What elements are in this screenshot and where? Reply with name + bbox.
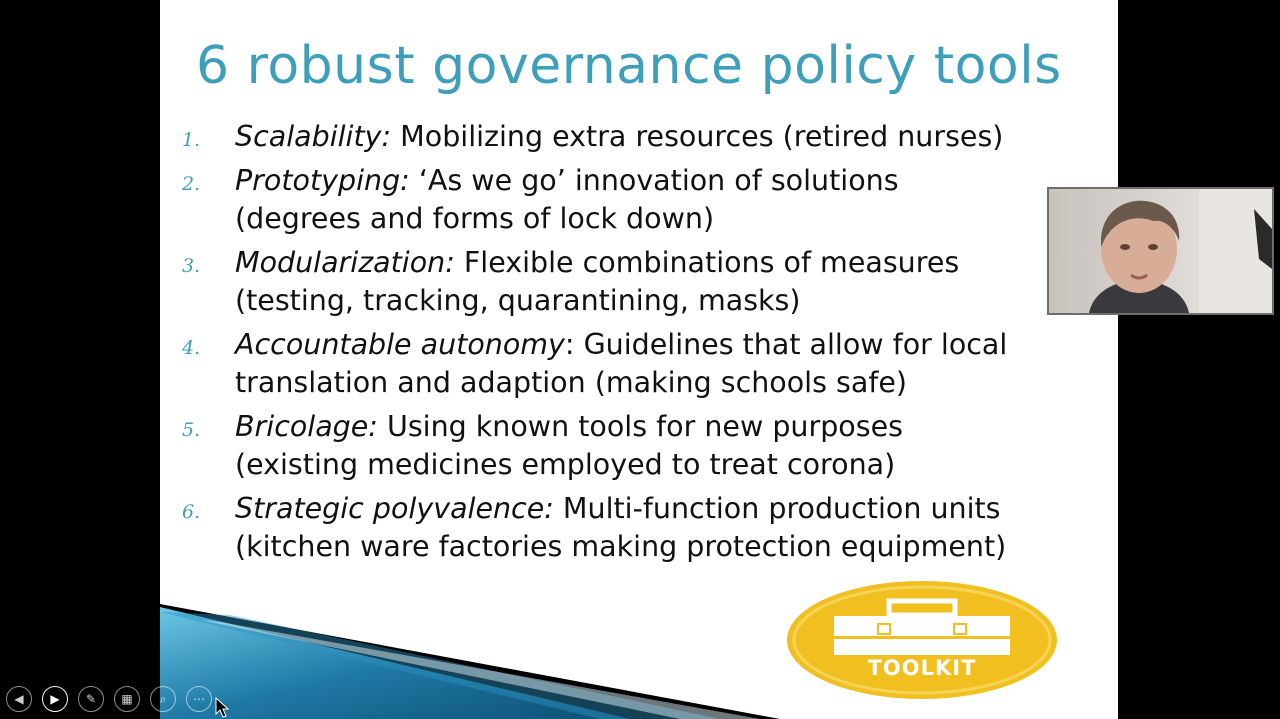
policy-term: Strategic polyvalence: <box>235 492 554 525</box>
policy-description: Using known tools for new purposes <box>377 410 903 443</box>
policy-term: Accountable autonomy <box>235 328 565 361</box>
policy-description: : Guidelines that allow for local <box>564 328 1008 361</box>
list-item-text <box>235 490 1098 528</box>
list-item <box>160 162 1118 238</box>
list-item-text <box>235 326 1098 364</box>
chevron-left-icon: ◀ <box>14 692 24 706</box>
list-number: 5. <box>182 419 201 441</box>
policy-example: (existing medicines employed to treat corona) <box>235 448 896 481</box>
policy-term: Modularization: <box>235 246 455 279</box>
nav-zoom-button[interactable] <box>150 686 176 712</box>
list-number: 3. <box>182 255 201 277</box>
policy-example: (kitchen ware factories making protection equipment) <box>235 530 1007 563</box>
policy-term: Prototyping: <box>235 164 410 197</box>
webcam-video-thumbnail[interactable] <box>1047 187 1274 315</box>
policy-description: Mobilizing extra resources (retired nurses) <box>391 120 1004 153</box>
policy-example: translation and adaption (making schools safe) <box>235 366 908 399</box>
list-item-text <box>235 244 1098 282</box>
list-item <box>160 408 1118 484</box>
nav-slides-button[interactable] <box>114 686 140 712</box>
policy-list <box>160 118 1118 572</box>
mouse-pointer-icon <box>215 697 229 719</box>
policy-description: Multi-function production units <box>553 492 1001 525</box>
policy-description: Flexible combinations of measures <box>454 246 960 279</box>
nav-previous-button[interactable] <box>6 686 32 712</box>
pen-icon: ✎ <box>85 692 97 706</box>
toolkit-badge-text: TOOLKIT <box>867 656 977 680</box>
presentation-slide <box>160 0 1118 719</box>
list-item <box>160 244 1118 320</box>
slideshow-nav-bar <box>6 686 212 714</box>
policy-description: ‘As we go’ innovation of solutions <box>409 164 899 197</box>
list-item <box>160 490 1118 566</box>
policy-example: (testing, tracking, quarantining, masks) <box>235 284 801 317</box>
nav-more-button[interactable] <box>186 686 212 712</box>
list-number: 6. <box>182 501 201 523</box>
list-item-text <box>235 408 1098 446</box>
list-number: 1. <box>182 129 201 151</box>
list-item-text <box>235 118 1098 156</box>
magnifier-icon: ⌕ <box>159 692 167 706</box>
grid-icon: ▦ <box>121 692 133 706</box>
policy-term: Bricolage: <box>235 410 378 443</box>
list-item-text <box>235 162 1098 200</box>
policy-example: (degrees and forms of lock down) <box>235 202 715 235</box>
play-icon: ▶ <box>50 692 60 706</box>
nav-pen-button[interactable] <box>78 686 104 712</box>
toolkit-logo <box>786 580 1058 700</box>
nav-next-button[interactable] <box>42 686 68 712</box>
speaker-video <box>1049 189 1272 313</box>
slide-title: 6 robust governance policy tools <box>196 36 1062 96</box>
list-item <box>160 118 1118 156</box>
policy-term: Scalability: <box>235 120 392 153</box>
list-item <box>160 326 1118 402</box>
list-number: 2. <box>182 173 201 195</box>
list-number: 4. <box>182 337 201 359</box>
more-icon: ⋯ <box>193 692 205 706</box>
